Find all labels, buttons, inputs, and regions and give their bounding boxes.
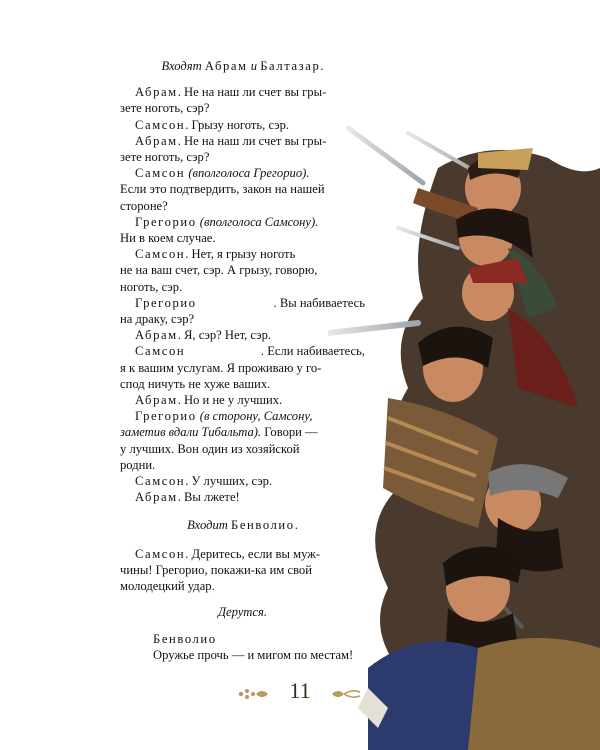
dialogue-line: молодецкий удар. <box>120 579 215 594</box>
dialogue-line: я к вашим услугам. Я проживаю у го- <box>120 360 322 375</box>
speech: . Не на наш ли счет вы гры- <box>177 85 327 100</box>
speaker: Самсон <box>135 546 186 561</box>
speech: . Но и не у лучших. <box>177 393 283 408</box>
speaker: Самсон <box>135 247 186 262</box>
stage-direction: (вполголоса Самсону). <box>196 214 319 229</box>
speaker: Самсон <box>135 344 186 359</box>
speech: . Грызу ноготь, сэр. <box>185 117 290 132</box>
stage-direction-enter <box>120 58 365 74</box>
verse-line: Оружье прочь — и мигом по местам! <box>153 647 354 662</box>
speech: . Деритесь, если вы муж- <box>185 546 321 561</box>
speech: . Вы набиваетесь <box>273 295 365 310</box>
character-name: Балтазар <box>260 59 321 73</box>
stage-direction: (в сторону, Самсону, <box>196 409 313 424</box>
dialogue-line: Если это подтвердить, закон на нашей <box>120 182 325 197</box>
dialogue-line: ноготь, сэр. <box>120 279 183 294</box>
speaker: Грегорио <box>135 409 197 424</box>
speech: . У лучших, сэр. <box>185 474 273 489</box>
speaker: Абрам <box>135 490 178 505</box>
direction-verb: Входит <box>187 518 228 533</box>
speaker: Самсон <box>135 117 186 132</box>
dialogue-line: на драку, сэр? <box>120 312 195 327</box>
stage-direction: (вполголоса Грегорио). <box>185 166 310 181</box>
dialogue-line: Ни в коем случае. <box>120 231 216 246</box>
speech: . Вы лжете! <box>177 490 240 505</box>
punct: . <box>320 59 324 73</box>
left-ornament-icon <box>236 687 270 701</box>
dialogue-line <box>120 84 365 100</box>
speaker: Абрам <box>135 328 178 343</box>
speaker: Самсон <box>135 166 186 181</box>
speaker: Грегорио <box>135 295 197 310</box>
dialogue-line: родни. <box>120 457 156 472</box>
page-number: 11 <box>289 678 311 703</box>
direction-verb: Входят <box>161 59 202 73</box>
speaker: Абрам <box>135 393 178 408</box>
speech: . Не на наш ли счет вы гры- <box>177 133 327 148</box>
dialogue-line: спод ничуть не хуже ваших. <box>120 376 271 391</box>
dialogue-line: зете ноготь, сэр? <box>120 101 210 116</box>
speaker: Абрам <box>135 133 178 148</box>
dialogue-line: стороне? <box>120 198 168 213</box>
swordsmen-illustration-icon <box>328 108 600 750</box>
dialogue-line: у лучших. Вон один из хозяйской <box>120 441 300 456</box>
speaker: Грегорио <box>135 214 197 229</box>
speech: . Я, сэр? Нет, сэр. <box>177 328 272 343</box>
speech: Говори — <box>261 425 318 440</box>
stage-direction-fight: Дерутся. <box>217 605 267 620</box>
page-footer <box>0 672 600 712</box>
direction-conj: и <box>250 59 258 73</box>
character-name: Абрам <box>204 59 248 73</box>
dialogue-line: не на ваш счет, сэр. А грызу, говорю, <box>120 263 318 278</box>
speaker: Абрам <box>135 85 178 100</box>
right-ornament-icon <box>330 687 364 701</box>
character-name: Бенволио <box>231 518 295 533</box>
speaker-heading: Бенволио <box>153 631 217 646</box>
speaker: Самсон <box>135 474 186 489</box>
speech: . Если набиваетесь, <box>260 344 365 359</box>
dialogue-line: чины! Грегорио, покажи-ка им свой <box>120 562 312 577</box>
speech: . Нет, я грызу ноготь <box>185 247 296 262</box>
stage-direction: заметив вдали Тибальта). <box>120 425 262 440</box>
punct: . <box>294 518 298 533</box>
dialogue-line: зете ноготь, сэр? <box>120 150 210 165</box>
